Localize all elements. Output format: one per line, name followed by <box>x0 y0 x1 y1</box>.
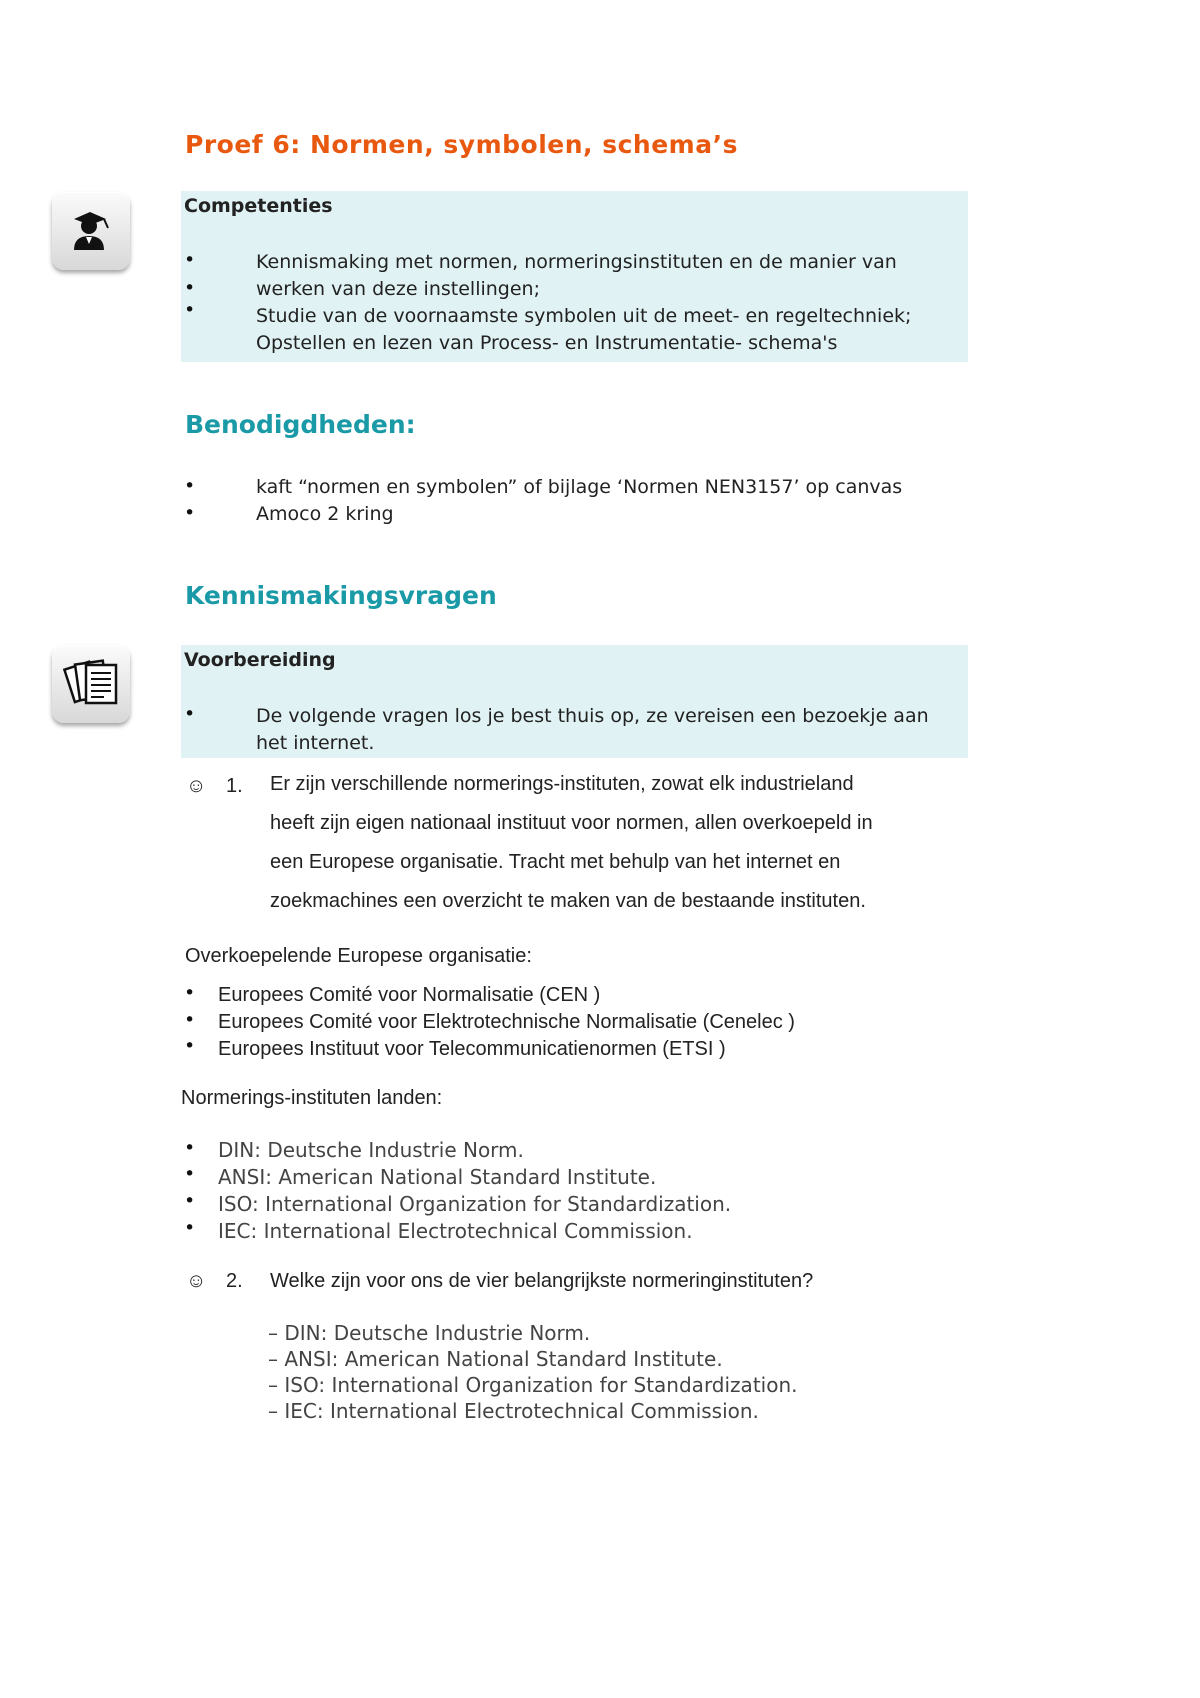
bullet-icon: • <box>184 277 196 299</box>
voorbereiding-heading: Voorbereiding <box>184 649 336 671</box>
bullet-icon: • <box>184 1163 196 1185</box>
voorbereiding-list <box>256 703 956 757</box>
list-item: Amoco 2 kring <box>256 503 394 525</box>
list-item: – ISO: International Organization for Standardization. <box>268 1373 798 1397</box>
question-number: 1. <box>226 775 243 797</box>
question-line: Er zijn verschillende normerings-instituten, zowat elk industrieland <box>270 773 854 795</box>
countries-list <box>218 1137 731 1245</box>
list-item: IEC: International Electrotechnical Commission. <box>218 1219 693 1243</box>
bullet-icon: • <box>184 1009 196 1031</box>
bullet-icon: • <box>184 475 196 497</box>
list-item: De volgende vragen los je best thuis op, ze vereisen een bezoekje aan het internet. <box>256 705 929 754</box>
list-item: – DIN: Deutsche Industrie Norm. <box>268 1321 591 1345</box>
list-item: Opstellen en lezen van Process- en Instrumentatie- schema's <box>256 332 838 354</box>
benodigdheden-heading: Benodigdheden: <box>185 410 416 439</box>
smiley-icon: ☺ <box>186 1270 207 1292</box>
question-2-text: Welke zijn voor ons de vier belangrijkste normeringinstituten? <box>270 1270 814 1292</box>
list-item: – IEC: International Electrotechnical Commission. <box>268 1399 759 1423</box>
page-title: Proef 6: Normen, symbolen, schema’s <box>185 130 738 159</box>
european-heading: Overkoepelende Europese organisatie: <box>185 945 532 967</box>
competenties-list <box>256 249 956 357</box>
list-item: ANSI: American National Standard Institute. <box>218 1165 657 1189</box>
question-1-text <box>270 765 873 921</box>
list-item: – ANSI: American National Standard Institute. <box>268 1347 723 1371</box>
list-item: Europees Instituut voor Telecommunicatienormen (ETSI ) <box>218 1038 726 1060</box>
bullet-icon: • <box>184 703 196 725</box>
kennismakingsvragen-heading: Kennismakingsvragen <box>185 581 497 610</box>
bullet-icon: • <box>184 1137 196 1159</box>
bullet-icon: • <box>184 1035 196 1057</box>
question-2-answers <box>268 1320 797 1424</box>
list-item: Kennismaking met normen, normeringsinstituten en de manier van werken van deze instellingen; <box>256 251 897 300</box>
list-item: DIN: Deutsche Industrie Norm. <box>218 1138 524 1162</box>
student-icon <box>52 192 130 270</box>
bullet-icon: • <box>184 1217 196 1239</box>
question-number: 2. <box>226 1270 243 1292</box>
bullet-icon: • <box>184 299 196 321</box>
question-line: zoekmachines een overzicht te maken van de bestaande instituten. <box>270 890 866 912</box>
bullet-icon: • <box>184 502 196 524</box>
list-item: ISO: International Organization for Standardization. <box>218 1192 732 1216</box>
competenties-box <box>181 191 968 362</box>
list-item: Studie van de voornaamste symbolen uit de meet- en regeltechniek; <box>256 305 912 327</box>
bullet-icon: • <box>184 249 196 271</box>
european-list <box>218 982 795 1063</box>
list-item: kaft “normen en symbolen” of bijlage ‘Normen NEN3157’ op canvas <box>256 476 903 498</box>
competenties-heading: Competenties <box>184 195 333 217</box>
voorbereiding-box <box>181 645 968 758</box>
benodigdheden-list <box>256 474 902 528</box>
smiley-icon: ☺ <box>186 775 207 797</box>
bullet-icon: • <box>184 1190 196 1212</box>
countries-heading: Normerings-instituten landen: <box>181 1087 443 1109</box>
bullet-icon: • <box>184 982 196 1004</box>
list-item: Europees Comité voor Elektrotechnische Normalisatie (Cenelec ) <box>218 1011 795 1033</box>
question-line: heeft zijn eigen nationaal instituut voor normen, allen overkoepeld in <box>270 812 873 834</box>
list-item: Europees Comité voor Normalisatie (CEN ) <box>218 984 601 1006</box>
documents-icon <box>52 645 130 723</box>
question-line: een Europese organisatie. Tracht met behulp van het internet en <box>270 851 841 873</box>
